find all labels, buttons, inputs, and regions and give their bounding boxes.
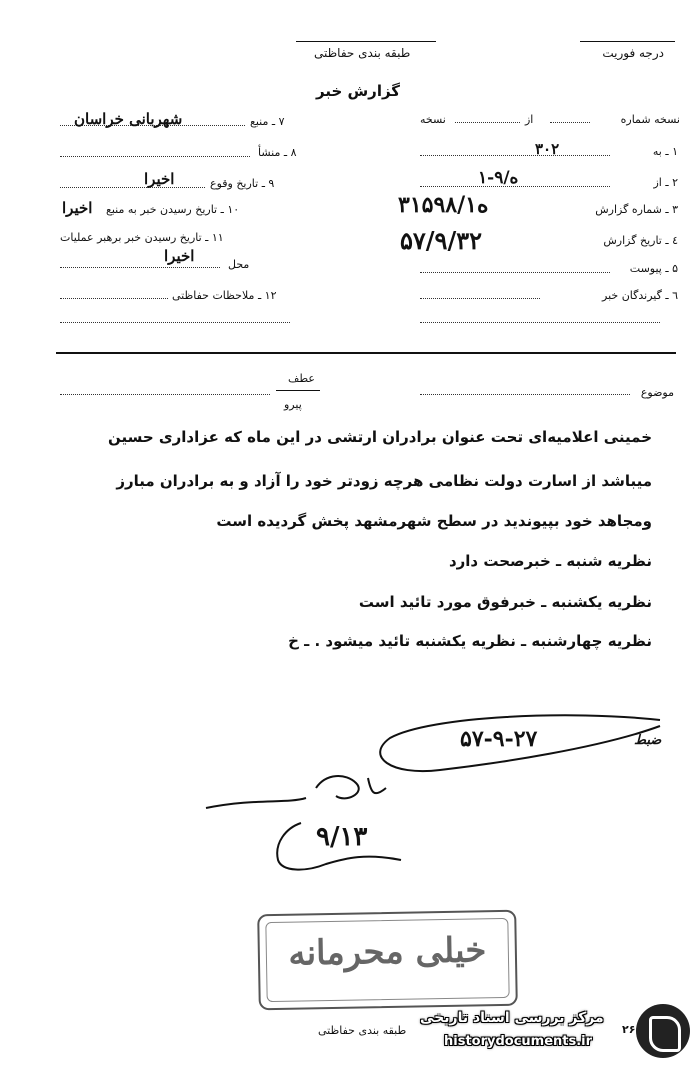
event-date-value: اخیرا — [144, 170, 175, 188]
annotation-date: ۵۷-۹-۲۷ — [460, 726, 538, 752]
event-date-label: ۹ ـ تاریخ وقوع — [210, 177, 275, 190]
security-notes-dots — [60, 298, 168, 299]
page-title: گزارش خبر — [316, 82, 401, 100]
from-label: از — [525, 113, 534, 126]
watermark-text-fa: مرکز بررسی اسناد تاریخی — [420, 1010, 604, 1026]
copy-number-dots — [550, 122, 590, 123]
received-ops-value: اخیرا — [164, 247, 195, 265]
received-ops-label: ۱۱ ـ تاریخ رسیدن خبر برهبر عملیات — [60, 231, 224, 244]
place-dots — [60, 267, 220, 268]
subject-dots-right — [420, 394, 630, 395]
subject-label: موضوع — [640, 386, 674, 399]
recipients-dots — [420, 298, 540, 299]
report-number-label: ۳ ـ شماره گزارش — [595, 203, 678, 216]
to-dots — [420, 155, 610, 156]
recipients-label: ٦ ـ گیرندگان خبر — [602, 289, 678, 302]
confidential-stamp — [257, 910, 518, 1011]
body-line-3: ومجاهد خود بپیوندید در سطح شهرمشهد پخش گردیده است — [216, 512, 652, 530]
security-notes-label: ۱۲ ـ ملاحظات حفاظتی — [172, 289, 277, 302]
source-label: ۷ ـ منبع — [250, 115, 285, 128]
to-value: ۳۰۲ — [535, 140, 560, 158]
to-label: ۱ ـ به — [652, 145, 678, 158]
source-value: شهربانی خراسان — [74, 110, 183, 128]
received-source-value: اخیرا — [62, 199, 93, 217]
body-line-4: نظریه شنبه ـ خبرصحت دارد — [448, 552, 652, 570]
report-date-value: ۵۷/۹/۳۲ — [400, 226, 482, 255]
body-line-2: میباشد از اسارت دولت نظامی هرچه زودتر خود را آزاد و به برادران مبارز — [116, 472, 652, 490]
stamp-text: خیلی محرمانه — [288, 930, 487, 974]
ref-label: عطف — [288, 372, 315, 385]
footer-classification-label: طبقه بندی حفاظتی — [318, 1024, 407, 1037]
signature-date: ۹/۱۳ — [316, 822, 368, 852]
watermark-logo-icon — [636, 1004, 690, 1058]
annotation-prefix: ضبط — [634, 733, 662, 748]
top-rule-left — [580, 41, 675, 42]
report-date-label: ٤ ـ تاریخ گزارش — [603, 234, 678, 247]
signature — [196, 768, 426, 878]
from2-value: ۱-ه/۹ — [478, 168, 519, 188]
attachment-label: ۵ ـ پیوست — [629, 262, 678, 275]
from-dots — [455, 122, 520, 123]
origin-label: ۸ ـ منشأ — [258, 146, 297, 159]
followup-label: پیرو — [284, 398, 302, 411]
security-notes-dots-2 — [60, 322, 290, 323]
event-date-dots — [60, 187, 205, 188]
watermark-logo-inner — [649, 1016, 681, 1052]
body-line-5: نظریه یکشنبه ـ خبرفوق مورد تائید است — [358, 593, 652, 611]
page-number: ۲۶ — [622, 1023, 636, 1036]
body-line-6: نظریه چهارشنبه ـ نظریه یکشنبه تائید میشود . ـ خ — [288, 632, 652, 650]
body-line-1: خمینی اعلامیه‌ای تحت عنوان برادران ارتشی در این ماه که عزاداری حسین — [107, 428, 652, 446]
classification-label: طبقه بندی حفاظتی — [314, 46, 411, 60]
section-divider — [56, 352, 676, 354]
recipients-dots-2 — [420, 322, 660, 323]
origin-dots — [60, 156, 250, 157]
received-source-label: ۱۰ ـ تاریخ رسیدن خبر به منبع — [106, 203, 240, 216]
ref-rule — [276, 390, 320, 391]
from2-label: ۲ ـ از — [653, 176, 678, 189]
copy-label: نسخه — [420, 113, 446, 126]
report-number-value: ۳۱۵۹۸/ه۱ — [398, 192, 489, 218]
attachment-dots — [420, 272, 610, 273]
urgency-label: درجه فوریت — [602, 46, 664, 60]
place-label: محل — [228, 258, 250, 271]
top-rule-right — [296, 41, 436, 42]
watermark-text-en: historydocuments.ir — [444, 1034, 593, 1049]
copy-number-label: نسخه شماره — [620, 113, 680, 126]
subject-dots-left — [60, 394, 270, 395]
